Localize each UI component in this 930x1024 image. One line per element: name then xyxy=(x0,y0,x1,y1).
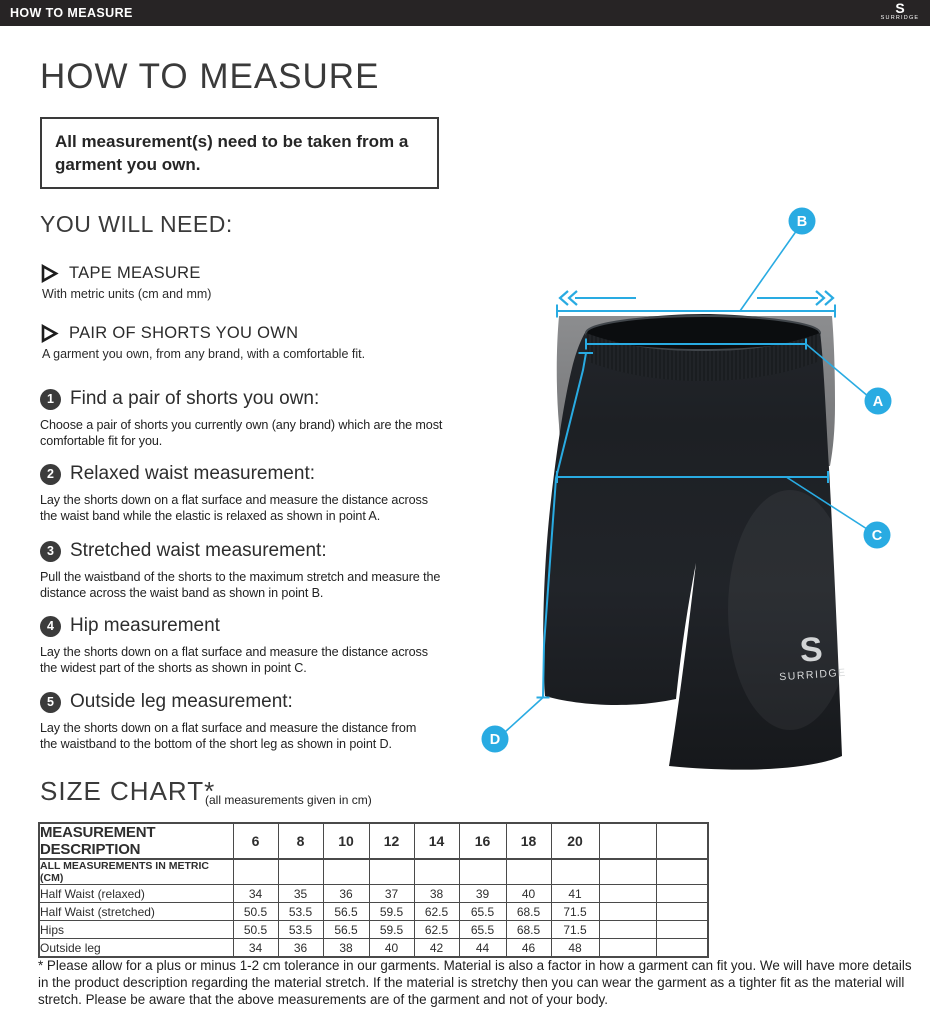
empty-cell xyxy=(506,859,551,885)
measurement-value-cell: 40 xyxy=(369,939,414,958)
step-desc-line: Lay the shorts down on a flat surface and measure the distance across xyxy=(40,493,428,507)
size-chart xyxy=(38,822,709,958)
step-4 xyxy=(40,615,428,676)
measurement-value-cell: 50.5 xyxy=(233,921,278,939)
measurement-value-cell: 36 xyxy=(323,885,369,903)
callout-label-D: D xyxy=(489,732,501,748)
measurement-row-label: Half Waist (relaxed) xyxy=(39,885,233,903)
step-2 xyxy=(40,463,428,524)
measurement-value-cell: 65.5 xyxy=(459,903,506,921)
size-column-header: 20 xyxy=(551,823,599,859)
size-chart-table xyxy=(38,822,709,958)
double-chevron-left-icon xyxy=(560,291,577,305)
measurement-value-cell: 48 xyxy=(551,939,599,958)
step-description xyxy=(40,720,416,752)
measurement-row-label: Outside leg xyxy=(39,939,233,958)
measurement-value-cell: 68.5 xyxy=(506,903,551,921)
measurement-value-cell: 56.5 xyxy=(323,921,369,939)
measurement-value-cell: 65.5 xyxy=(459,921,506,939)
size-chart-row xyxy=(39,939,708,958)
step-desc-line: the waist band while the elastic is relaxed as shown in point A. xyxy=(40,509,381,523)
measurement-value-cell xyxy=(599,939,656,958)
garment-logo-wordmark: SURRIDGE xyxy=(778,666,848,684)
measurement-value-cell xyxy=(599,885,656,903)
measurement-value-cell xyxy=(656,885,708,903)
garment-logo-s-icon: S xyxy=(798,630,824,670)
measurement-value-cell: 42 xyxy=(414,939,459,958)
metric-note-row xyxy=(39,859,708,885)
empty-cell xyxy=(599,859,656,885)
size-column-header xyxy=(599,823,656,859)
step-3 xyxy=(40,540,440,601)
size-chart-body xyxy=(39,859,708,957)
measurement-value-cell: 71.5 xyxy=(551,903,599,921)
step-title: Hip measurement xyxy=(70,615,220,636)
size-column-header: 14 xyxy=(414,823,459,859)
play-triangle-icon xyxy=(40,264,59,283)
need-item-shorts xyxy=(40,324,365,361)
step-number-badge: 4 xyxy=(40,616,61,637)
step-desc-line: the waistband to the bottom of the short leg as shown in point D. xyxy=(40,737,392,751)
measurement-value-cell: 62.5 xyxy=(414,921,459,939)
step-desc-line: the widest part of the shorts as shown in point C. xyxy=(40,661,307,675)
page-title: HOW TO MEASURE xyxy=(40,57,380,96)
measurement-value-cell: 53.5 xyxy=(278,903,323,921)
size-chart-row xyxy=(39,921,708,939)
step-desc-line: Lay the shorts down on a flat surface and measure the distance from xyxy=(40,721,417,735)
size-column-header: 12 xyxy=(369,823,414,859)
size-column-header xyxy=(656,823,708,859)
measurement-value-cell xyxy=(656,903,708,921)
notice-line: garment you own. xyxy=(55,155,201,174)
size-column-header: 18 xyxy=(506,823,551,859)
step-description xyxy=(40,644,428,676)
measurement-value-cell: 50.5 xyxy=(233,903,278,921)
leader-line-D xyxy=(505,698,543,733)
measurement-value-cell xyxy=(599,921,656,939)
double-chevron-right-icon xyxy=(816,291,833,305)
measurement-value-cell: 44 xyxy=(459,939,506,958)
empty-cell xyxy=(414,859,459,885)
metric-note: ALL MEASUREMENTS IN METRIC (CM) xyxy=(39,859,233,885)
top-bar xyxy=(0,0,930,26)
step-desc-line: Lay the shorts down on a flat surface and measure the distance across xyxy=(40,645,428,659)
need-item-title: TAPE MEASURE xyxy=(69,264,201,282)
size-chart-row xyxy=(39,885,708,903)
measurement-row-label: Hips xyxy=(39,921,233,939)
play-triangle-icon xyxy=(40,324,59,343)
callout-label-A: A xyxy=(872,394,884,410)
measurement-value-cell: 46 xyxy=(506,939,551,958)
step-desc-line: Choose a pair of shorts you currently own (any brand) which are the most xyxy=(40,418,443,432)
empty-cell xyxy=(233,859,278,885)
step-number-badge: 2 xyxy=(40,464,61,485)
surridge-s-icon: S xyxy=(895,0,905,16)
measurement-value-cell: 40 xyxy=(506,885,551,903)
step-description xyxy=(40,492,428,524)
measurement-value-cell: 34 xyxy=(233,885,278,903)
empty-cell xyxy=(656,859,708,885)
empty-cell xyxy=(369,859,414,885)
measurement-value-cell xyxy=(599,903,656,921)
step-title: Find a pair of shorts you own: xyxy=(70,388,320,409)
measurement-value-cell: 41 xyxy=(551,885,599,903)
step-description xyxy=(40,417,442,449)
need-item-tape-measure xyxy=(40,264,211,301)
size-chart-row xyxy=(39,903,708,921)
step-title: Stretched waist measurement: xyxy=(70,540,327,561)
measurement-value-cell: 59.5 xyxy=(369,921,414,939)
step-number-badge: 1 xyxy=(40,389,61,410)
measurement-value-cell xyxy=(656,939,708,958)
measurement-value-cell: 71.5 xyxy=(551,921,599,939)
step-title: Outside leg measurement: xyxy=(70,691,293,712)
empty-cell xyxy=(551,859,599,885)
measurement-value-cell: 34 xyxy=(233,939,278,958)
step-number-badge: 5 xyxy=(40,692,61,713)
size-chart-subheading: (all measurements given in cm) xyxy=(205,793,372,807)
notice-line: All measurement(s) need to be taken from a xyxy=(55,132,409,151)
measurement-value-cell: 53.5 xyxy=(278,921,323,939)
measurement-value-cell: 36 xyxy=(278,939,323,958)
fabric-highlight xyxy=(728,490,852,730)
measurement-value-cell: 37 xyxy=(369,885,414,903)
measurement-value-cell: 38 xyxy=(323,939,369,958)
need-item-title: PAIR OF SHORTS YOU OWN xyxy=(69,324,299,342)
measurement-value-cell xyxy=(656,921,708,939)
measurement-value-cell: 38 xyxy=(414,885,459,903)
size-chart-heading: SIZE CHART* xyxy=(40,776,216,806)
step-desc-line: distance across the waist band as shown in point B. xyxy=(40,586,324,600)
you-will-need-heading: YOU WILL NEED: xyxy=(40,211,233,237)
empty-cell xyxy=(459,859,506,885)
shorts-measurement-figure xyxy=(440,190,930,800)
need-item-desc: A garment you own, from any brand, with a comfortable fit. xyxy=(42,347,366,361)
measurement-value-cell: 59.5 xyxy=(369,903,414,921)
callout-label-B: B xyxy=(796,214,808,230)
measurement-value-cell: 62.5 xyxy=(414,903,459,921)
step-title: Relaxed waist measurement: xyxy=(70,463,315,484)
measurement-value-cell: 68.5 xyxy=(506,921,551,939)
step-desc-line: comfortable fit for you. xyxy=(40,434,163,448)
measurement-row-label: Half Waist (stretched) xyxy=(39,903,233,921)
callout-label-C: C xyxy=(871,528,883,544)
need-item-desc: With metric units (cm and mm) xyxy=(42,287,212,301)
empty-cell xyxy=(323,859,369,885)
tolerance-footnote: * Please allow for a plus or minus 1-2 cm tolerance in our garments. Material is also a factor in how a garment can fit you. We will have more details in the product description regarding the material stretch. If the material is stretchy then you can wear the garment as a tighter fit as the material will stretch. Please be aware that the above measurements are of the garment and not of your body. xyxy=(38,958,912,1007)
step-description xyxy=(40,569,440,601)
size-chart-header-row xyxy=(39,823,708,859)
empty-cell xyxy=(278,859,323,885)
step-5 xyxy=(40,691,416,752)
size-column-header: 6 xyxy=(233,823,278,859)
size-column-header: 16 xyxy=(459,823,506,859)
surridge-logo xyxy=(879,2,921,21)
measurement-value-cell: 35 xyxy=(278,885,323,903)
top-bar-title: HOW TO MEASURE xyxy=(10,6,133,20)
size-column-header: 8 xyxy=(278,823,323,859)
measurement-value-cell: 56.5 xyxy=(323,903,369,921)
step-desc-line: Pull the waistband of the shorts to the maximum stretch and measure the xyxy=(40,570,441,584)
size-column-header: 10 xyxy=(323,823,369,859)
step-1 xyxy=(40,388,442,449)
step-number-badge: 3 xyxy=(40,541,61,562)
surridge-wordmark: SURRIDGE xyxy=(880,15,920,21)
measurement-description-header: MEASUREMENT DESCRIPTION xyxy=(39,823,233,859)
measurement-value-cell: 39 xyxy=(459,885,506,903)
notice-box xyxy=(40,117,439,189)
